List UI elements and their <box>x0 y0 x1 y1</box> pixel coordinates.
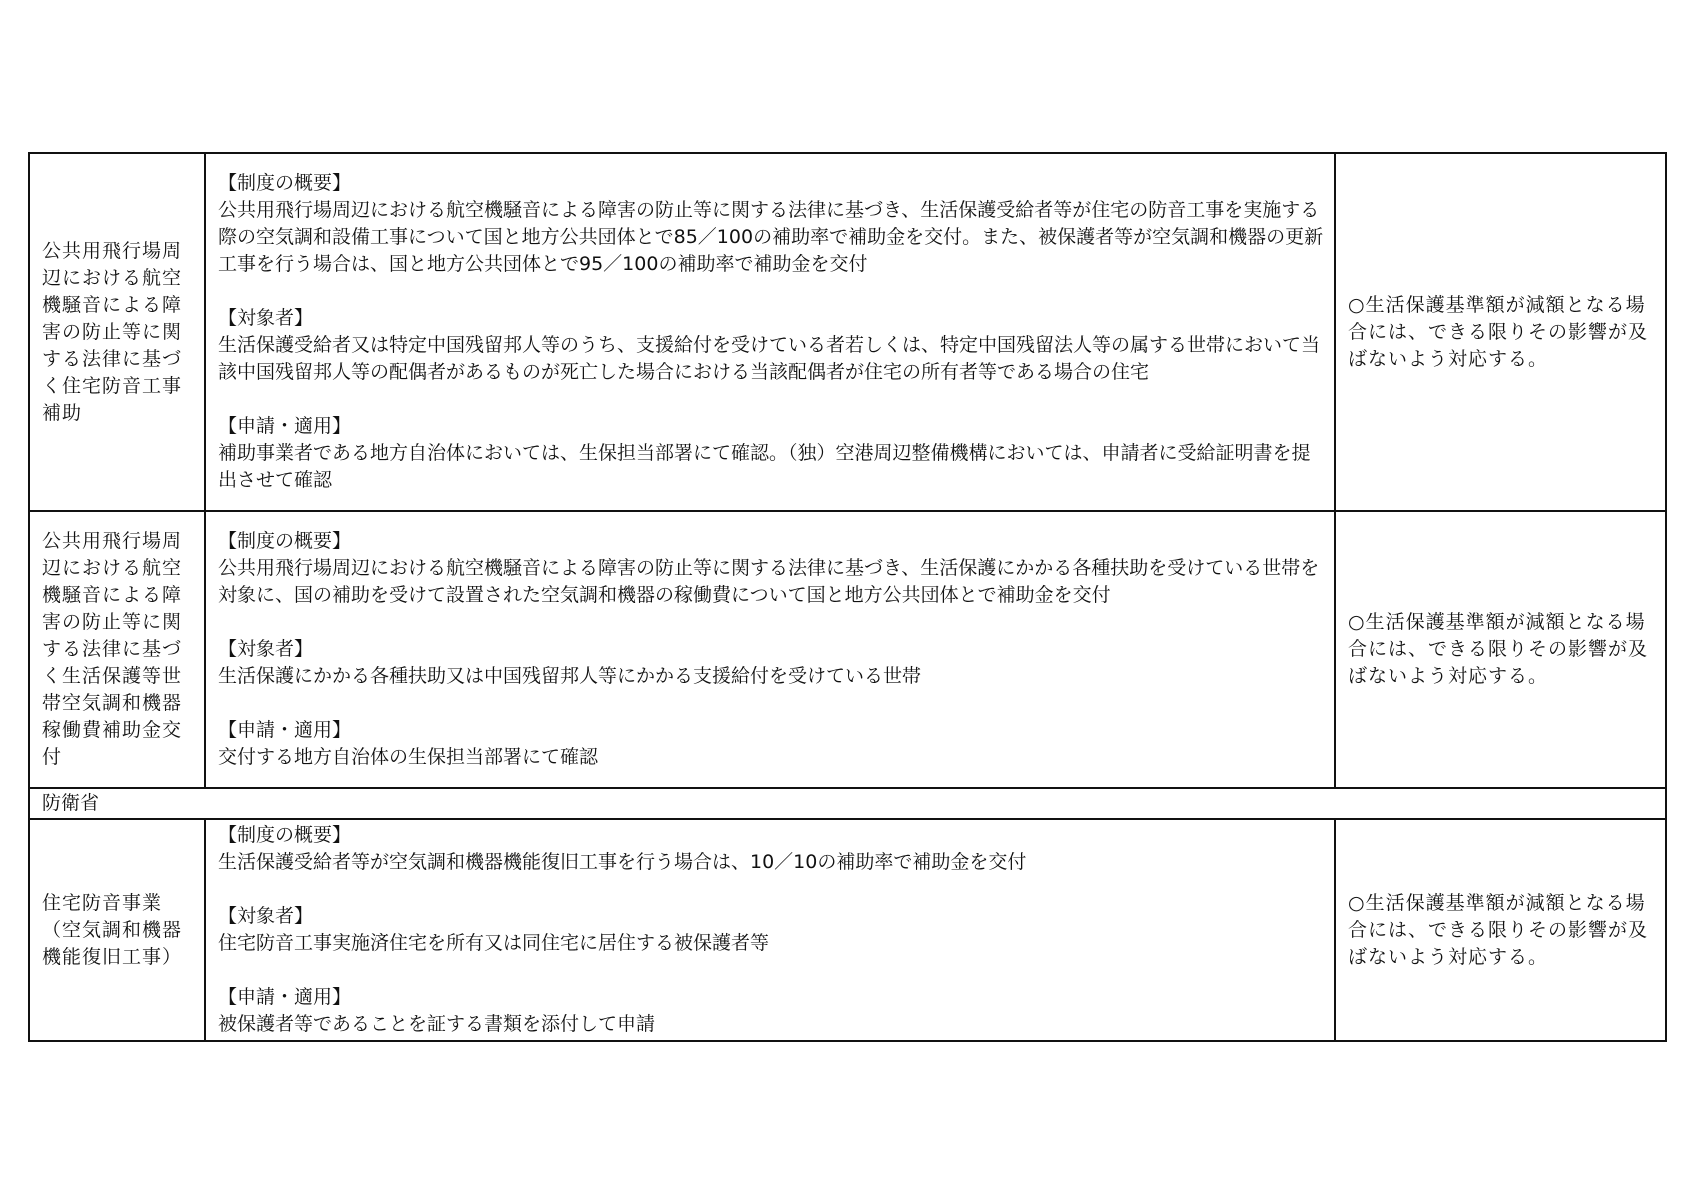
application-heading: 【申請・適用】 <box>218 415 352 437</box>
table-row <box>29 819 1666 1041</box>
overview-block <box>218 822 1324 876</box>
target-block <box>218 636 1324 690</box>
measure-name: 公共用飛行場周辺における航空機騒音による障害の防止等に関する法律に基づく住宅防音工事補助 <box>42 239 183 424</box>
section-label: 防衛省 <box>42 792 100 814</box>
target-block <box>218 305 1324 386</box>
table-row <box>29 511 1666 788</box>
overview-block <box>218 528 1324 609</box>
measure-name-cell <box>29 153 205 511</box>
application-text: 補助事業者である地方自治体においては、生保担当部署にて確認。（独）空港周辺整備機構においては、申請者に受給証明書を提出させて確認 <box>218 442 1311 491</box>
target-heading: 【対象者】 <box>218 905 314 927</box>
application-text: 被保護者等であることを証する書類を添付して申請 <box>218 1013 656 1035</box>
measure-name: 住宅防音事業（空気調和機器機能復旧工事） <box>42 891 183 968</box>
overview-text: 生活保護受給者等が空気調和機器機能復旧工事を行う場合は、10／10の補助率で補助金を交付 <box>218 851 1027 873</box>
note-text: ○生活保護基準額が減額となる場合には、できる限りその影響が及ばないよう対応する。 <box>1348 293 1649 370</box>
note-text: ○生活保護基準額が減額となる場合には、できる限りその影響が及ばないよう対応する。 <box>1348 611 1649 687</box>
overview-block <box>218 170 1324 278</box>
target-text: 生活保護受給者又は特定中国残留邦人等のうち、支援給付を受けている者若しくは、特定中国残留法人等の属する世帯において当該中国残留邦人等の配偶者があるものが死亡した場合における当該配偶者が住宅の所有者等である場合の住宅 <box>218 334 1321 383</box>
application-block <box>218 717 1324 771</box>
measures-table <box>28 152 1667 1042</box>
overview-heading: 【制度の概要】 <box>218 172 352 194</box>
section-label-cell <box>29 788 1666 819</box>
overview-text: 公共用飛行場周辺における航空機騒音による障害の防止等に関する法律に基づき、生活保護受給者等が住宅の防音工事を実施する際の空気調和設備工事について国と地方公共団体とで85／100の補助率で補助金を交付。また、被保護者等が空気調和機器の更新工事を行う場合は、国と地方公共団体とで95／100の補助率で補助金を交付 <box>218 199 1324 275</box>
application-block <box>218 413 1324 494</box>
measure-detail-cell <box>205 153 1335 511</box>
target-text: 住宅防音工事実施済住宅を所有又は同住宅に居住する被保護者等 <box>218 932 770 954</box>
application-text: 交付する地方自治体の生保担当部署にて確認 <box>218 746 599 768</box>
measure-detail-cell <box>205 511 1335 788</box>
section-row <box>29 788 1666 819</box>
overview-heading: 【制度の概要】 <box>218 824 352 846</box>
measure-name-cell <box>29 819 205 1041</box>
measure-detail-cell <box>205 819 1335 1041</box>
target-heading: 【対象者】 <box>218 307 314 329</box>
measure-name-cell <box>29 511 205 788</box>
target-heading: 【対象者】 <box>218 638 314 660</box>
overview-heading: 【制度の概要】 <box>218 530 352 552</box>
note-cell <box>1335 511 1666 788</box>
application-heading: 【申請・適用】 <box>218 986 352 1008</box>
note-cell <box>1335 819 1666 1041</box>
application-heading: 【申請・適用】 <box>218 719 352 741</box>
overview-text: 公共用飛行場周辺における航空機騒音による障害の防止等に関する法律に基づき、生活保護にかかる各種扶助を受けている世帯を対象に、国の補助を受けて設置された空気調和機器の稼働費について国と地方公共団体とで補助金を交付 <box>218 557 1320 606</box>
note-cell <box>1335 153 1666 511</box>
target-text: 生活保護にかかる各種扶助又は中国残留邦人等にかかる支援給付を受けている世帯 <box>218 665 922 687</box>
application-block <box>218 984 1324 1038</box>
note-text: ○生活保護基準額が減額となる場合には、できる限りその影響が及ばないよう対応する。 <box>1348 891 1649 968</box>
target-block <box>218 903 1324 957</box>
measure-name: 公共用飛行場周辺における航空機騒音による障害の防止等に関する法律に基づく生活保護等世帯空気調和機器稼働費補助金交付 <box>42 530 183 768</box>
table-row <box>29 153 1666 511</box>
